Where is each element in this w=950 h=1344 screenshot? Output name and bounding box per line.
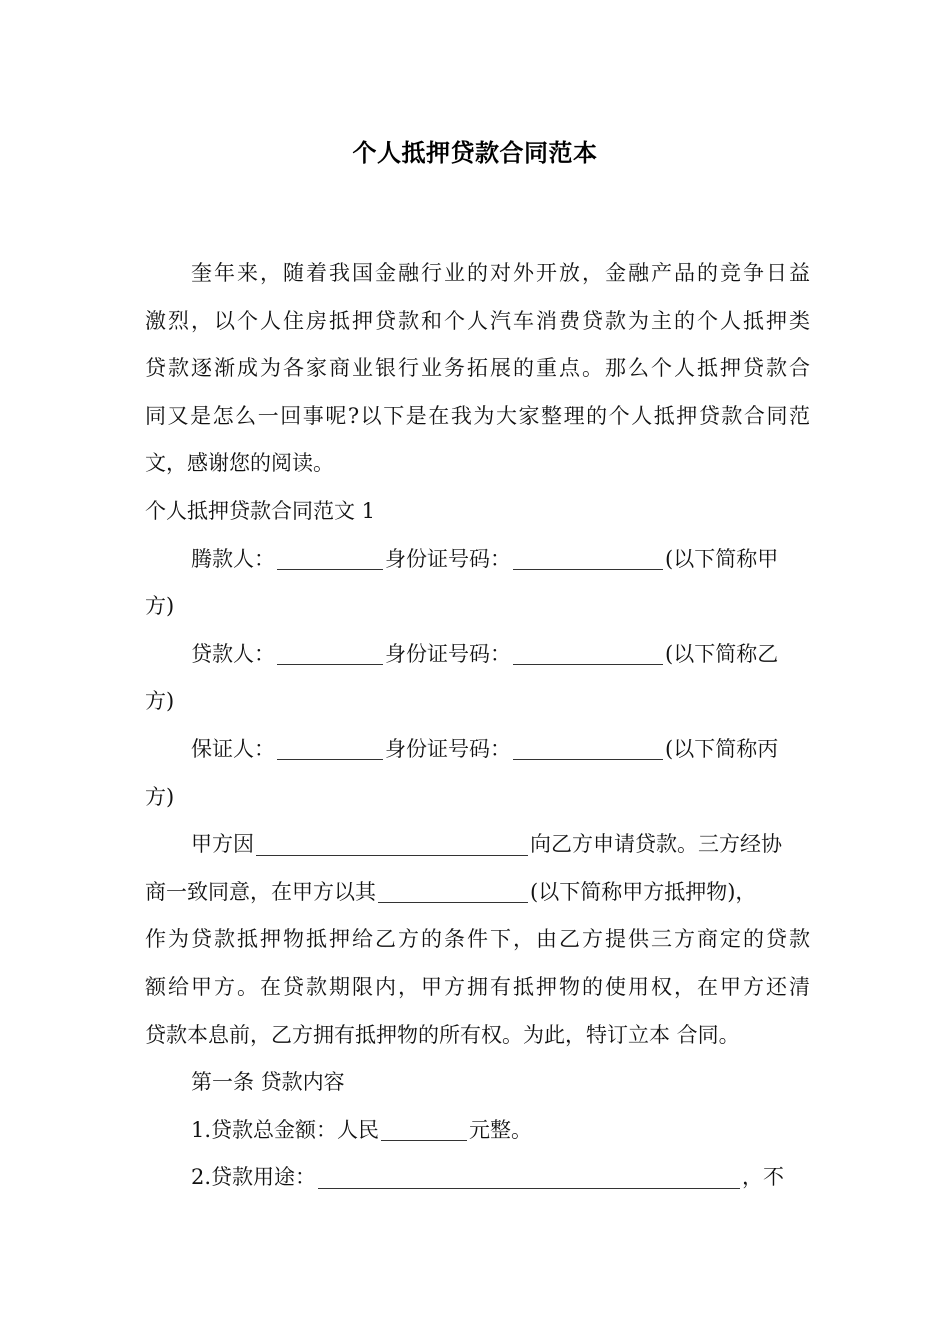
blank-field	[318, 1187, 740, 1189]
blank-field	[381, 1139, 467, 1141]
id-label: 身份证号码：	[385, 641, 511, 666]
agreement-text: 甲方因	[191, 832, 254, 857]
blank-field	[378, 901, 528, 903]
id-label: 身份证号码：	[385, 736, 511, 761]
section-title: 个人抵押贷款合同范文 1	[145, 498, 376, 523]
intro-line: 奎年来，随着我国金融行业的对外开放，金融产品的竞争日益	[191, 261, 810, 285]
party-role: 腾款人：	[191, 546, 275, 571]
party-wrap: 方)	[145, 594, 175, 619]
party-line-guarantor	[145, 726, 810, 774]
intro-line: 同又是怎么一回事呢?以下是在我为大家整理的个人抵押贷款合同范	[145, 403, 810, 428]
blank-field	[277, 568, 383, 570]
party-role: 贷款人：	[191, 641, 275, 666]
blank-field	[513, 758, 663, 760]
item-text: 元整。	[469, 1117, 533, 1142]
party-suffix: (以下简称甲	[665, 546, 779, 571]
id-label: 身份证号码：	[385, 546, 511, 571]
party-wrap: 方)	[145, 784, 175, 809]
agreement-text: (以下简称甲方抵押物)，	[530, 879, 757, 904]
agreement-line	[145, 821, 810, 869]
party-suffix: (以下简称丙	[665, 736, 779, 761]
item-text: 1.贷款总金额：人民	[191, 1117, 380, 1142]
document-body	[145, 250, 810, 1202]
item-text: 2.贷款用途：	[191, 1165, 317, 1190]
agreement-line	[145, 869, 810, 917]
agreement-line: 作为贷款抵押物抵押给乙方的条件下，由乙方提供三方商定的贷款	[145, 927, 810, 952]
party-suffix: (以下简称乙	[665, 641, 779, 666]
blank-field	[513, 663, 663, 665]
party-line-lender	[145, 631, 810, 679]
item-text: ，不	[742, 1165, 785, 1190]
party-wrap: 方)	[145, 689, 175, 714]
intro-line: 激烈，以个人住房抵押贷款和个人汽车消费贷款为主的个人抵押类	[145, 308, 810, 333]
agreement-text: 商一致同意，在甲方以其	[145, 879, 376, 904]
article-heading: 第一条 贷款内容	[191, 1070, 345, 1095]
blank-field	[277, 663, 383, 665]
blank-field	[256, 854, 528, 856]
blank-field	[277, 758, 383, 760]
agreement-line: 贷款本息前，乙方拥有抵押物的所有权。为此，特订立本 合同。	[145, 1022, 740, 1047]
agreement-text: 向乙方申请贷款。三方经协	[530, 832, 782, 857]
item-loan-purpose	[145, 1154, 810, 1202]
intro-line: 文，感谢您的阅读。	[145, 451, 334, 476]
blank-field	[513, 568, 663, 570]
agreement-line: 额给甲方。在贷款期限内，甲方拥有抵押物的使用权，在甲方还清	[145, 974, 810, 999]
item-loan-amount	[145, 1107, 810, 1155]
intro-line: 贷款逐渐成为各家商业银行业务拓展的重点。那么个人抵押贷款合	[145, 356, 810, 381]
party-role: 保证人：	[191, 736, 275, 761]
party-line-borrower	[145, 536, 810, 584]
document-title: 个人抵押贷款合同范本	[352, 139, 598, 167]
